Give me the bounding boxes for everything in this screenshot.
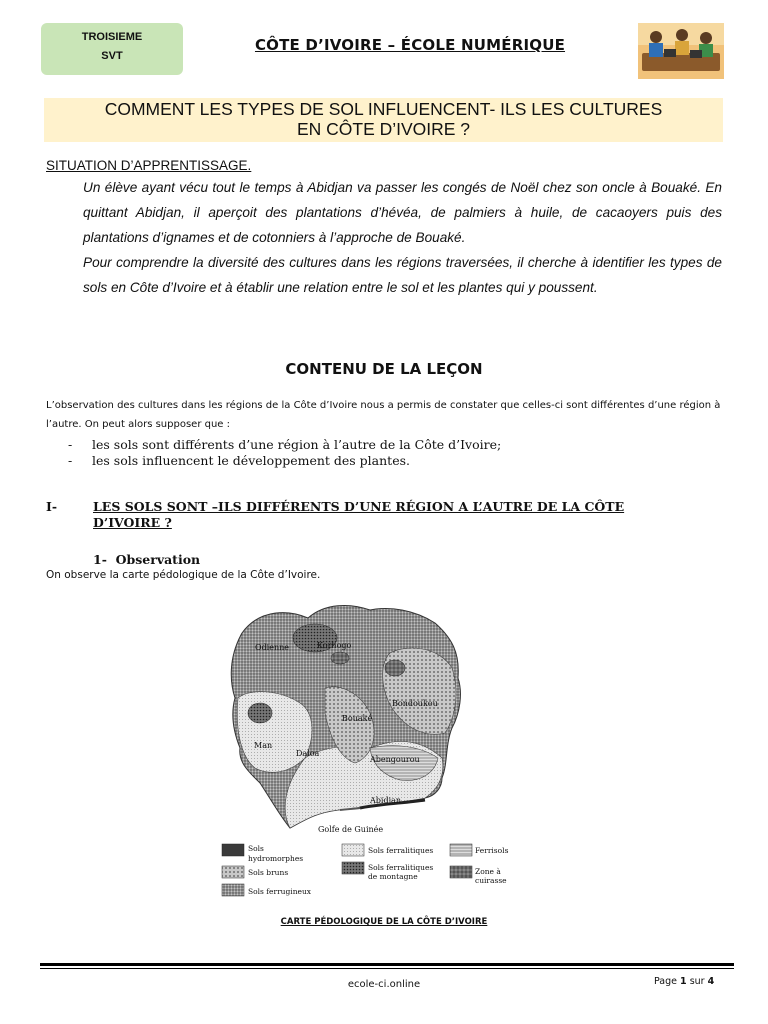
page-of: sur bbox=[689, 976, 705, 987]
city-label: Korhogo bbox=[317, 641, 352, 650]
footer-rule-thin bbox=[40, 968, 734, 969]
legend-label: hydromorphes bbox=[248, 854, 304, 863]
legend-label: de montagne bbox=[368, 872, 418, 881]
classroom-logo-image bbox=[638, 23, 724, 79]
city-label: Abidjan bbox=[370, 796, 401, 805]
situation-paragraph-2: Pour comprendre la diversité des cultures dans les régions traversées, il cherche à identifier les types de sols en Côte d’Ivoire et à établir une relation entre le sol et les plantes qui y poussent. bbox=[83, 255, 722, 295]
level-subject-box bbox=[41, 23, 183, 75]
lesson-title-line1: COMMENT LES TYPES DE SOL INFLUENCENT- ILS LES CULTURES bbox=[104, 99, 663, 119]
lesson-title bbox=[44, 98, 723, 142]
legend-label: Sols bbox=[248, 844, 264, 853]
city-label: Bondoukou bbox=[392, 699, 438, 708]
site-title: CÔTE D’IVOIRE – ÉCOLE NUMÉRIQUE bbox=[254, 36, 566, 54]
map-caption bbox=[0, 917, 768, 927]
section-title: LES SOLS SONT –ILS DIFFÉRENTS D’UNE RÉGION A L’AUTRE DE LA CÔTE D’IVOIRE ? bbox=[93, 499, 625, 530]
legend-label: Sols ferralitiques bbox=[368, 863, 434, 872]
situation-heading-part1: SITUATION bbox=[46, 158, 118, 173]
section-number: I- bbox=[46, 499, 58, 514]
city-label: Bouaké bbox=[342, 714, 373, 723]
situation-heading bbox=[46, 158, 251, 173]
map-caption-text: CARTE PÉDOLOGIQUE DE LA CÔTE D’IVOIRE bbox=[280, 917, 488, 927]
situation-paragraph-1: Un élève ayant vécu tout le temps à Abidjan va passer les congés de Noël chez son oncle à Bouaké. En quittant Abidjan, il aperçoit des plantations d’hévéa, de palmiers à huile, de cacaoyers puis des plantations d’ignames et de cotonniers à l’approche de Bouaké. bbox=[83, 180, 722, 245]
legend-label: Sols ferrugineux bbox=[248, 887, 312, 896]
legend-label: Zone à bbox=[475, 867, 501, 876]
city-label: Man bbox=[254, 741, 273, 750]
subsection-label: Observation bbox=[115, 552, 201, 567]
subject-label: SVT bbox=[101, 50, 123, 62]
page-word: Page bbox=[654, 976, 677, 987]
hypothesis-item: - les sols influencent le développement des plantes. bbox=[68, 453, 728, 469]
footer-site: ecole-ci.online bbox=[347, 979, 421, 990]
hypothesis-item: - les sols sont différents d’une région à l’autre de la Côte d’Ivoire; bbox=[68, 437, 728, 453]
map-legend bbox=[222, 844, 509, 896]
legend-label: Sols bruns bbox=[248, 868, 289, 877]
content-intro: L’observation des cultures dans les régions de la Côte d’Ivoire nous a permis de constater que celles-ci sont différentes d’une région à l’autre. On peut alors supposer que : bbox=[46, 400, 721, 430]
legend-label: Sols ferralitiques bbox=[368, 846, 434, 855]
observation-text: On observe la carte pédologique de la Côte d’Ivoire. bbox=[46, 569, 321, 581]
page-total: 4 bbox=[707, 976, 715, 987]
subsection-number: 1- bbox=[93, 552, 107, 567]
legend-label: Ferrisols bbox=[475, 846, 509, 855]
sea-label: Golfe de Guinée bbox=[318, 825, 384, 834]
soil-map bbox=[220, 598, 520, 908]
lesson-title-line2: EN CÔTE D’IVOIRE ? bbox=[296, 119, 471, 139]
legend-label: cuirasse bbox=[475, 876, 507, 885]
footer-rule-thick bbox=[40, 963, 734, 966]
level-label: TROISIEME bbox=[81, 31, 143, 43]
hypotheses-list bbox=[68, 437, 728, 469]
city-label: Odienne bbox=[255, 643, 290, 652]
page-current: 1 bbox=[680, 976, 687, 987]
content-heading: CONTENU DE LA LEÇON bbox=[285, 360, 483, 378]
page-number bbox=[654, 976, 714, 987]
city-label: Daloa bbox=[296, 749, 320, 758]
situation-heading-part2: D’APPRENTISSAGE. bbox=[117, 158, 252, 173]
subsection-title bbox=[93, 552, 200, 567]
city-label: Abengourou bbox=[370, 755, 420, 764]
